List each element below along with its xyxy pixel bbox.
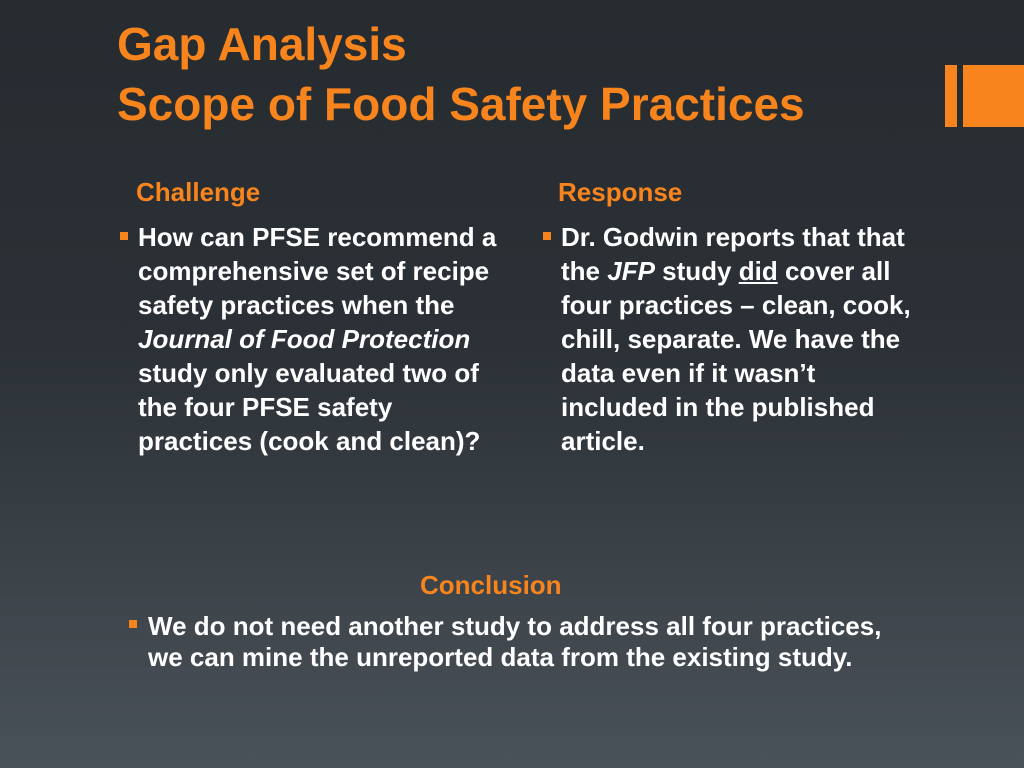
response-text [561, 220, 921, 458]
response-emphasis: did [738, 256, 778, 286]
response-text-middle: study [654, 256, 739, 286]
response-journal-abbrev: JFP [607, 256, 655, 286]
conclusion-text: We do not need another study to address all four practices, we can mine the unreported data from the existing study. [148, 611, 882, 672]
conclusion-heading: Conclusion [420, 570, 562, 600]
square-bullet-icon [120, 232, 128, 240]
challenge-text [138, 220, 508, 458]
challenge-text-end: study only evaluated two of the four PFSE safety practices (cook and clean)? [138, 358, 481, 456]
challenge-heading: Challenge [136, 177, 261, 207]
slide-title [117, 14, 805, 134]
challenge-bullet [138, 220, 508, 458]
square-bullet-icon [129, 620, 137, 628]
decorative-block [963, 65, 1024, 127]
decorative-bar [945, 65, 957, 127]
response-text-end: cover all four practices – clean, cook, chill, separate. We have the data even if it wasn’t included in the published article. [561, 256, 911, 456]
challenge-journal-name: Journal of Food Protection [138, 324, 471, 354]
response-heading: Response [558, 177, 683, 207]
square-bullet-icon [543, 232, 551, 240]
conclusion-bullet [148, 611, 908, 673]
response-text-start: Dr. Godwin reports that that the [561, 222, 905, 286]
title-line-2: Scope of Food Safety Practices [117, 78, 805, 130]
response-bullet [561, 220, 921, 458]
challenge-text-start: How can PFSE recommend a comprehensive set of recipe safety practices when the [138, 222, 497, 320]
title-line-1: Gap Analysis [117, 18, 407, 70]
